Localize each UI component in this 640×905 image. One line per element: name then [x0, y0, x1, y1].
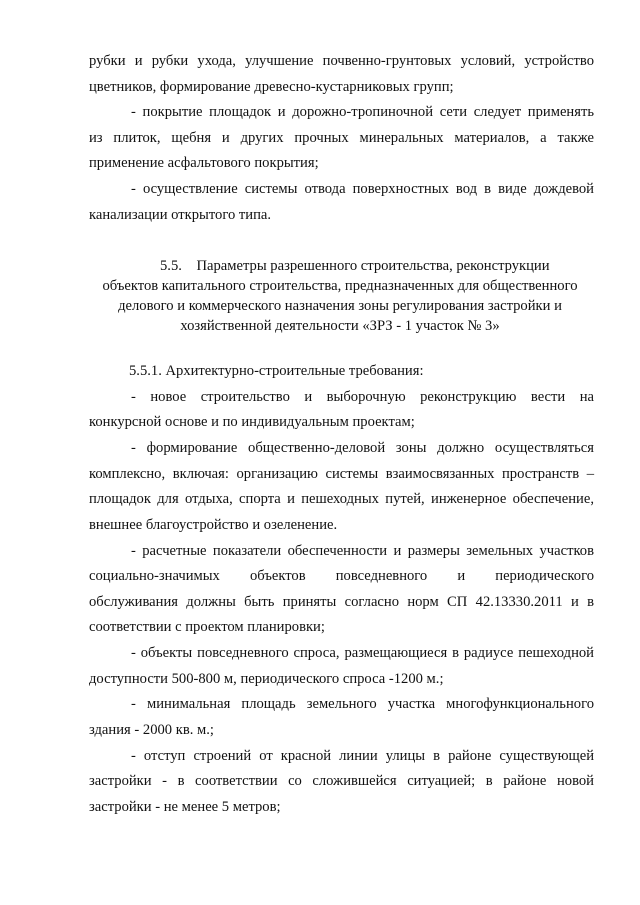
text-line: канализации открытого типа. [89, 207, 272, 223]
text-line: конкурсной основе и по индивидуальным проектам; [89, 414, 415, 430]
section-heading-line: хозяйственной деятельности «ЗРЗ - 1 участок № 3» [180, 318, 500, 334]
text-line: здания - 2000 кв. м.; [89, 722, 214, 738]
text-line: - отступ строений от красной линии улицы в районе существующей [131, 748, 594, 764]
text-line: застройки - не менее 5 метров; [89, 799, 281, 815]
text-line: из плиток, щебня и других прочных минеральных материалов, а также [89, 130, 594, 146]
text-line: застройки - в соответствии со сложившейся ситуацией; в районе новой [89, 773, 594, 789]
text-line: - объекты повседневного спроса, размещающиеся в радиусе пешеходной [131, 645, 594, 661]
section-heading-line: объектов капитального строительства, предназначенных для общественного [102, 278, 578, 294]
text-line: - осуществление системы отвода поверхностных вод в виде дождевой [131, 181, 594, 197]
text-line: внешнее благоустройство и озеленение. [89, 517, 338, 533]
text-line: социально-значимых объектов повседневного и периодического [89, 568, 594, 584]
text-line: комплексно, включая: организацию системы взаимосвязанных пространств – [89, 466, 594, 482]
text-line: - расчетные показатели обеспеченности и размеры земельных участков [131, 543, 594, 559]
text-line: площадок для отдыха, спорта и пешеходных путей, инженерное обеспечение, [89, 491, 594, 507]
text-line: - минимальная площадь земельного участка многофункционального [131, 696, 594, 712]
text-line: обслуживания должны быть приняты согласно норм СП 42.13330.2011 и в [89, 594, 594, 610]
section-heading-line: делового и коммерческого назначения зоны регулирования застройки и [118, 298, 562, 314]
text-line: - формирование общественно-деловой зоны должно осуществляться [131, 440, 594, 456]
text-line: применение асфальтового покрытия; [89, 155, 319, 171]
text-line: цветников, формирование древесно-кустарниковых групп; [89, 79, 454, 95]
text-line: соответствии с проектом планировки; [89, 619, 325, 635]
subsection-heading: 5.5.1. Архитектурно-строительные требования: [129, 363, 424, 379]
section-heading: 5.5. Параметры разрешенного строительства, реконструкции [160, 258, 550, 274]
text-line: - новое строительство и выборочную реконструкцию вести на [131, 389, 594, 405]
text-line: рубки и рубки ухода, улучшение почвенно-грунтовых условий, устройство [89, 53, 594, 69]
text-line: - покрытие площадок и дорожно-тропиночной сети следует применять [131, 104, 594, 120]
text-line: доступности 500-800 м, периодического спроса -1200 м.; [89, 671, 444, 687]
